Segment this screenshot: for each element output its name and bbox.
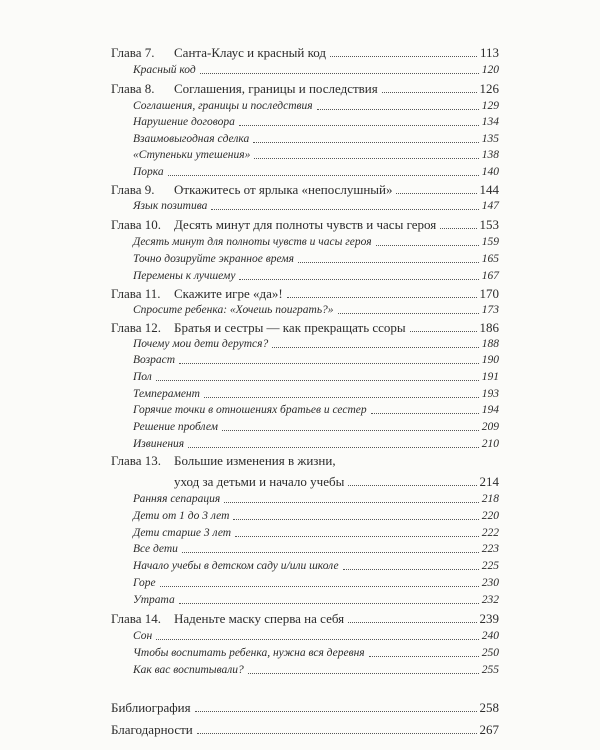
page-number: 255 [481, 664, 499, 676]
toc-subsection [0, 369, 600, 385]
subsection-title: Красный код [133, 64, 196, 76]
dot-leader [160, 586, 479, 587]
toc-subsection [0, 164, 600, 180]
dot-leader [156, 639, 479, 640]
chapter-title: Благодарности [111, 722, 193, 737]
dot-leader [211, 209, 479, 210]
subsection-title: Утрата [133, 594, 175, 606]
subsection-title: Сон [133, 630, 153, 642]
chapter-number: Глава 8. [111, 81, 155, 96]
chapter-number: Глава 13. [111, 453, 162, 468]
toc-chapter [0, 81, 600, 97]
subsection-title: Горячие точки в отношениях братьев и сестер [133, 404, 367, 416]
dot-leader [248, 673, 479, 674]
page-number: 232 [481, 594, 499, 606]
dot-leader [298, 262, 479, 263]
page-number: 209 [481, 421, 499, 433]
subsection-title: Пол [133, 371, 152, 383]
dot-leader [371, 413, 479, 414]
subsection-title: Десять минут для полноты чувств и часы героя [133, 236, 372, 248]
page-number: 190 [481, 354, 499, 366]
chapter-number: Глава 7. [111, 45, 155, 60]
page-number: 239 [479, 611, 499, 626]
toc-subsection [0, 508, 600, 524]
subsection-title: Как вас воспитывали? [133, 664, 244, 676]
dot-leader [179, 603, 479, 604]
dot-leader [222, 430, 479, 431]
page-number: 193 [481, 388, 499, 400]
chapter-title: Братья и сестры — как прекращать ссоры [174, 320, 406, 335]
page-number: 214 [479, 474, 499, 489]
page-number: 170 [479, 286, 499, 301]
toc-backmatter [0, 700, 600, 716]
chapter-title: уход за детьми и начало учебы [174, 474, 345, 489]
chapter-title: Санта-Клаус и красный код [174, 45, 326, 60]
page-number: 222 [481, 527, 499, 539]
chapter-title: Соглашения, границы и последствия [174, 81, 378, 96]
page-number: 188 [481, 338, 499, 350]
dot-leader [369, 656, 479, 657]
subsection-title: Почему мои дети дерутся? [133, 338, 269, 350]
toc-subsection [0, 541, 600, 557]
toc-subsection [0, 147, 600, 163]
subsection-title: Горе [133, 577, 156, 589]
chapter-number: Глава 11. [111, 286, 161, 301]
dot-leader [348, 485, 477, 486]
toc-subsection [0, 402, 600, 418]
toc-subsection [0, 592, 600, 608]
chapter-title: Библиография [111, 700, 191, 715]
dot-leader [195, 711, 477, 712]
toc-chapter [0, 182, 600, 198]
page-number: 194 [481, 404, 499, 416]
dot-leader [382, 92, 477, 93]
dot-leader [272, 347, 479, 348]
toc-subsection [0, 386, 600, 402]
chapter-number: Глава 14. [111, 611, 162, 626]
dot-leader [156, 380, 479, 381]
toc-subsection [0, 645, 600, 661]
dot-leader [188, 447, 479, 448]
toc-subsection [0, 268, 600, 284]
subsection-title: Возраст [133, 354, 176, 366]
subsection-title: Дети от 1 до 3 лет [133, 510, 230, 522]
page-number: 250 [481, 647, 499, 659]
subsection-title: Соглашения, границы и последствия [133, 100, 313, 112]
subsection-title: Взаимовыгодная сделка [133, 133, 250, 145]
subsection-title: Решение проблем [133, 421, 218, 433]
toc-subsection [0, 628, 600, 644]
dot-leader [224, 502, 479, 503]
toc-subsection [0, 62, 600, 78]
page-number: 126 [479, 81, 499, 96]
chapter-number: Глава 9. [111, 182, 155, 197]
chapter-title: Наденьте маску сперва на себя [174, 611, 345, 626]
page-number: 223 [481, 543, 499, 555]
dot-leader [168, 175, 479, 176]
toc-subsection [0, 525, 600, 541]
page-number: 144 [479, 182, 499, 197]
page-number: 225 [481, 560, 499, 572]
page-number: 173 [481, 304, 499, 316]
page-number: 220 [481, 510, 499, 522]
dot-leader [239, 125, 479, 126]
page-number: 147 [481, 200, 499, 212]
subsection-title: «Ступеньки утешения» [133, 149, 251, 161]
toc-subsection [0, 131, 600, 147]
page-number: 186 [479, 320, 499, 335]
toc-backmatter [0, 722, 600, 738]
toc-subsection [0, 662, 600, 678]
toc-subsection [0, 419, 600, 435]
dot-leader [317, 109, 479, 110]
toc-subsection [0, 575, 600, 591]
dot-leader [254, 158, 479, 159]
page-number: 120 [481, 64, 499, 76]
page-number: 159 [481, 236, 499, 248]
page-number: 258 [479, 700, 499, 715]
toc-chapter [0, 320, 600, 336]
toc-chapter [0, 45, 600, 61]
chapter-title: Скажите игре «да»! [174, 286, 283, 301]
subsection-title: Извинения [133, 438, 185, 450]
subsection-title: Темперамент [133, 388, 200, 400]
page-number: 218 [481, 493, 499, 505]
toc-subsection [0, 198, 600, 214]
toc-subsection [0, 114, 600, 130]
chapter-number: Глава 12. [111, 320, 162, 335]
dot-leader [253, 142, 479, 143]
toc-chapter [0, 474, 600, 490]
page-number: 267 [479, 722, 499, 737]
dot-leader [197, 733, 477, 734]
page-number: 230 [481, 577, 499, 589]
toc-subsection [0, 336, 600, 352]
chapter-title: Откажитесь от ярлыка «непослушный» [174, 182, 393, 197]
dot-leader [440, 228, 477, 229]
chapter-number: Глава 10. [111, 217, 162, 232]
page-number: 167 [481, 270, 499, 282]
toc-subsection [0, 558, 600, 574]
page-number: 138 [481, 149, 499, 161]
subsection-title: Дети старше 3 лет [133, 527, 232, 539]
dot-leader [348, 622, 477, 623]
dot-leader [182, 552, 479, 553]
subsection-title: Порка [133, 166, 164, 178]
page-number: 240 [481, 630, 499, 642]
toc-subsection [0, 98, 600, 114]
dot-leader [330, 56, 477, 57]
dot-leader [376, 245, 479, 246]
subsection-title: Чтобы воспитать ребенка, нужна вся деревня [133, 647, 365, 659]
page-number: 140 [481, 166, 499, 178]
toc-chapter [0, 217, 600, 233]
subsection-title: Точно дозируйте экранное время [133, 253, 294, 265]
page-number: 134 [481, 116, 499, 128]
page-number: 113 [479, 45, 499, 60]
chapter-title: Десять минут для полноты чувств и часы героя [174, 217, 437, 232]
toc-subsection [0, 352, 600, 368]
dot-leader [200, 73, 479, 74]
dot-leader [287, 297, 477, 298]
subsection-title: Спросите ребенка: «Хочешь поиграть?» [133, 304, 334, 316]
toc-subsection [0, 491, 600, 507]
dot-leader [179, 363, 479, 364]
toc-chapter [0, 453, 600, 469]
dot-leader [239, 279, 479, 280]
subsection-title: Язык позитива [133, 200, 208, 212]
toc-subsection [0, 302, 600, 318]
toc-chapter [0, 286, 600, 302]
chapter-title: Большие изменения в жизни, [174, 453, 336, 468]
dot-leader [410, 331, 477, 332]
toc-chapter [0, 611, 600, 627]
toc-subsection [0, 251, 600, 267]
page-number: 129 [481, 100, 499, 112]
page-number: 165 [481, 253, 499, 265]
dot-leader [204, 397, 479, 398]
toc-subsection [0, 234, 600, 250]
dot-leader [338, 313, 479, 314]
dot-leader [343, 569, 479, 570]
subsection-title: Начало учебы в детском саду и/или школе [133, 560, 339, 572]
subsection-title: Ранняя сепарация [133, 493, 221, 505]
dot-leader [396, 193, 477, 194]
toc-subsection [0, 436, 600, 452]
subsection-title: Перемены к лучшему [133, 270, 236, 282]
subsection-title: Нарушение договора [133, 116, 235, 128]
page-number: 191 [481, 371, 499, 383]
page-number: 153 [479, 217, 499, 232]
dot-leader [235, 536, 479, 537]
dot-leader [233, 519, 479, 520]
page-number: 135 [481, 133, 499, 145]
subsection-title: Все дети [133, 543, 178, 555]
page-number: 210 [481, 438, 499, 450]
